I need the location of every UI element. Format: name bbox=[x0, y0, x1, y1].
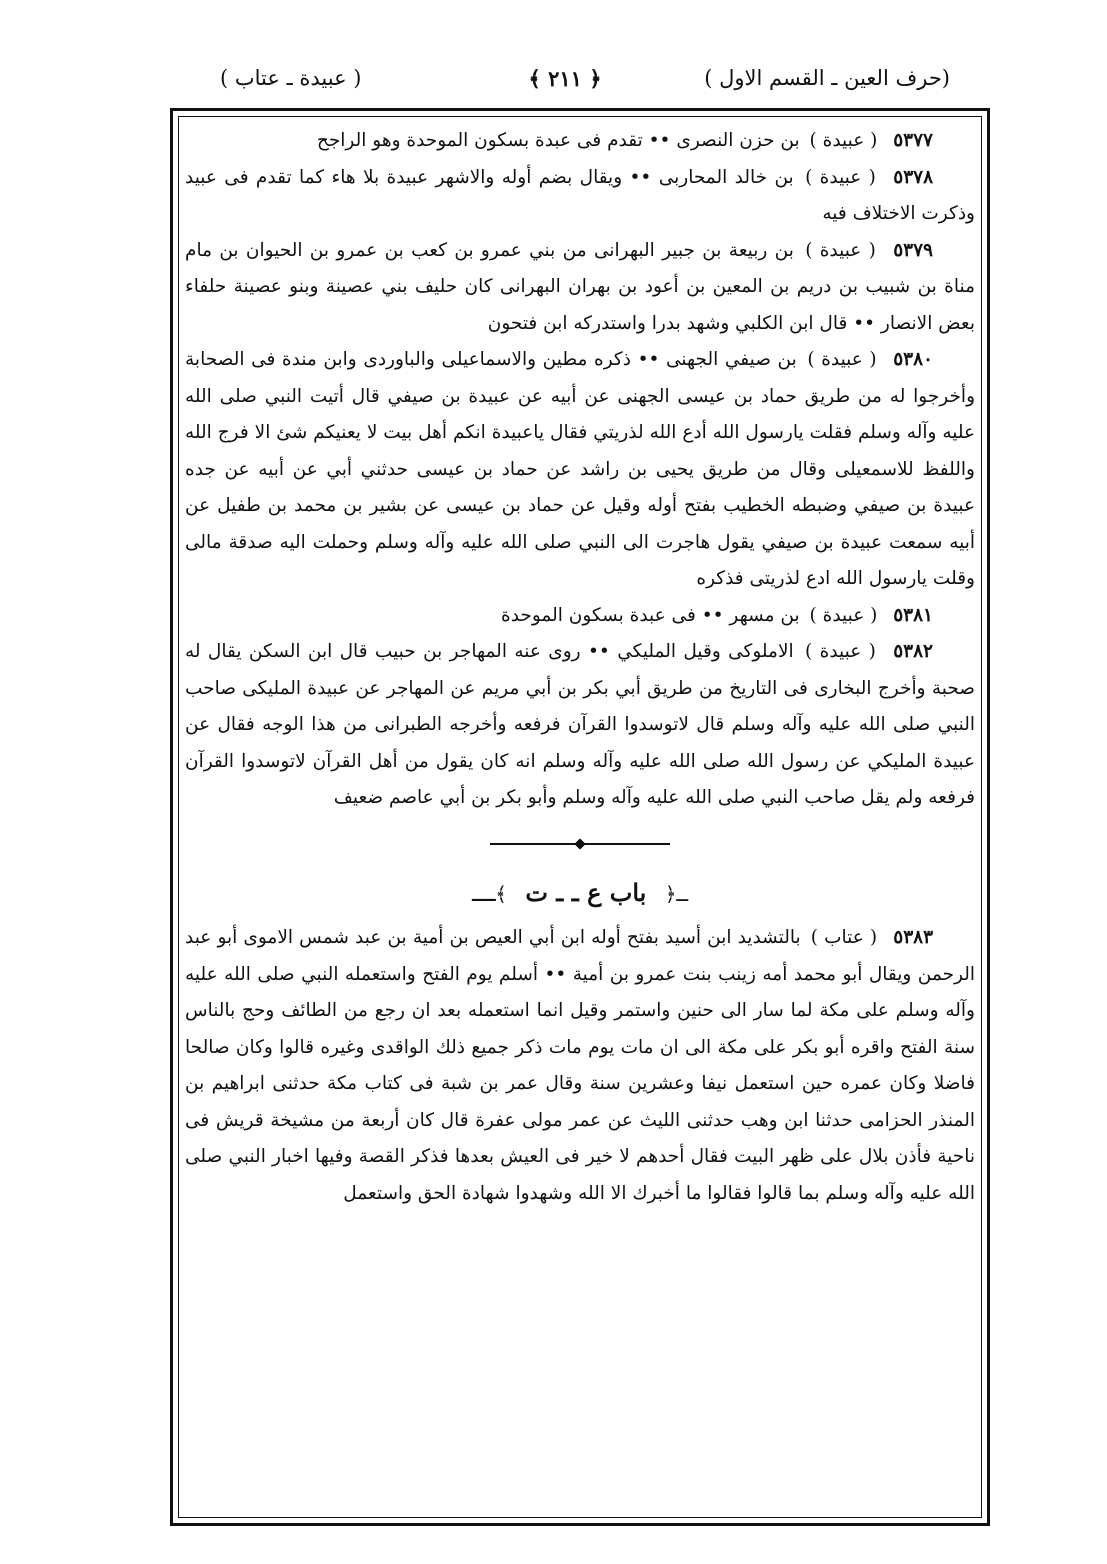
entry-5383 bbox=[185, 920, 975, 1212]
entry-text: بن مسهر •• فى عبدة بسكون الموحدة bbox=[501, 604, 800, 626]
entry-text: بالتشديد ابن أسيد بفتح أوله ابن أبي العيص بن أمية بن عبد شمس الاموى أبو عبد الرحمن ويقال أبو محمد أمه زينب بنت عمرو بن أمية •• أسلم يوم الفتح واستعمله النبي صلى الله عليه وآله وسلم على مكة لما سار الى حنين واستمر وقيل انما استعمله بعد ان رجع من الطائف وحج بالناس سنة الفتح واقره أبو بكر على مكة الى ان مات يوم مات ذكر جميع ذلك الواقدى وغيره قالوا وكان صالحا فاضلا وكان عمره حين استعمل نيفا وعشرين سنة وقال عمر بن شبة فى كتاب مكة حدثنى ابراهيم بن المنذر الحزامى حدثنا ابن وهب حدثنى الليث عن عمر مولى عفرة قال كان أربعة من مشيخة قريش فى ناحية فأذن بلال على ظهر البيت فقال أحدهم لا خير فى العيش بعدها فذكر القصة وفيها اخبار النبي صلى الله عليه وآله وسلم بما قالوا فقالوا ما أخبرك الا الله وشهدوا شهادة الحق واستعمل bbox=[185, 927, 975, 1204]
ornament-right-icon: ــ﴿ bbox=[664, 881, 689, 906]
entry-text: الاملوكى وقيل المليكي •• روى عنه المهاجر بن حبيب قال ابن السكن يقال له صحبة وأخرج البخارى فى التاريخ من طريق أبي بكر بن أبي مريم عن المهاجر عن عبيدة المليكى صاحب النبي صلى الله عليه وآله وسلم قال لاتوسدوا القرآن فرفعه وأخرجه الطبرانى من هذا الوجه فقال عن عبيدة المليكي عن رسول الله صلى الله عليه وآله وسلم انه كان يقول من أهل القرآن لاتوسدوا القرآن فرفعه ولم يقل صاحب النبي صلى الله عليه وآله وسلم وأبو بكر بن أبي عاصم ضعيف bbox=[185, 641, 975, 808]
entry-text: بن حزن النصرى •• تقدم فى عبدة بسكون الموحدة وهو الراجح bbox=[316, 130, 800, 151]
entry-5377 bbox=[185, 123, 975, 160]
entry-name: ( عبيدة ) bbox=[809, 604, 878, 626]
entry-number: ٥٣٧٩ bbox=[893, 239, 933, 261]
entry-text: بن ربيعة بن جبير البهرانى من بني عمرو بن كعب بن عمرو بن الحيوان بن مام مناة بن شبيب بن دريم بن المعين بن أعود بن بهران البهرانى كان حليف بني عصينة وبنو عصينة حلفاء بعض الانصار •• قال ابن الكلبي وشهد بدرا واستدركه ابن فتحون bbox=[185, 239, 975, 334]
section-divider bbox=[490, 843, 670, 845]
entry-number: ٥٣٧٧ bbox=[893, 130, 933, 151]
entry-number: ٥٣٨٠ bbox=[893, 349, 933, 370]
entry-5381 bbox=[185, 598, 975, 635]
entry-text: بن صيفي الجهنى •• ذكره مطين والاسماعيلى والباوردى وابن مندة فى الصحابة وأخرجوا له من طريق حماد بن عيسى الجهنى عن أبيه عن عبيدة بن صيفي قال أتيت النبي صلى الله عليه وآله وسلم فقلت يارسول الله أدع الله لذريتي فقال ياعبيدة انكم أهل بيت لا يعنيكم شئ الا فرج الله واللفظ للاسمعيلى وقال من طريق يحيى بن راشد عن حماد بن عيسى حدثني أبي عن أبيه عن جده عبيدة بن صيفي وضبطه الخطيب بفتح أوله وقيل عن حماد بن عيسى عن بشير بن محمد بن طفيل عن أبيه سمعت عبيدة بن صيفي يقول هاجرت الى النبي صلى الله عليه وآله وسلم وحملت اليه صدقة مالى وقلت يارسول الله ادع لذريتى فذكره bbox=[185, 349, 975, 589]
page-frame bbox=[170, 108, 990, 1526]
entry-name: ( عتاب ) bbox=[810, 927, 878, 948]
entry-number: ٥٣٨٣ bbox=[893, 927, 934, 948]
entry-number: ٥٣٧٨ bbox=[893, 166, 934, 188]
entry-5378 bbox=[185, 160, 975, 233]
entry-number: ٥٣٨١ bbox=[893, 604, 933, 626]
entry-5382 bbox=[185, 634, 975, 817]
page-number: ﴿ ٢١١ ﴾ bbox=[528, 66, 602, 91]
header-chapter: (حرف العين ـ القسم الاول ) bbox=[704, 66, 950, 90]
entry-number: ٥٣٨٢ bbox=[893, 641, 933, 662]
entry-text: بن خالد المحاربى •• ويقال بضم أوله والاشهر عبيدة بلا هاء كما تقدم فى عبيد وذكرت الاختلاف فيه bbox=[185, 166, 975, 224]
section-heading bbox=[185, 875, 975, 913]
header-entries-range: ( عبيدة ـ عتاب ) bbox=[220, 66, 362, 90]
entry-name: ( عبيدة ) bbox=[805, 166, 876, 188]
page-content bbox=[185, 123, 975, 1511]
section-title: باب ع ـ ـ ت bbox=[525, 877, 647, 907]
entry-name: ( عبيدة ) bbox=[807, 349, 877, 370]
entry-name: ( عبيدة ) bbox=[805, 641, 876, 662]
page-header bbox=[180, 62, 950, 106]
entry-name: ( عبيدة ) bbox=[805, 239, 876, 261]
ornament-left-icon: ﴾ــ bbox=[471, 881, 507, 906]
entry-5379 bbox=[185, 233, 975, 343]
entry-name: ( عبيدة ) bbox=[809, 130, 878, 151]
entry-5380 bbox=[185, 342, 975, 598]
